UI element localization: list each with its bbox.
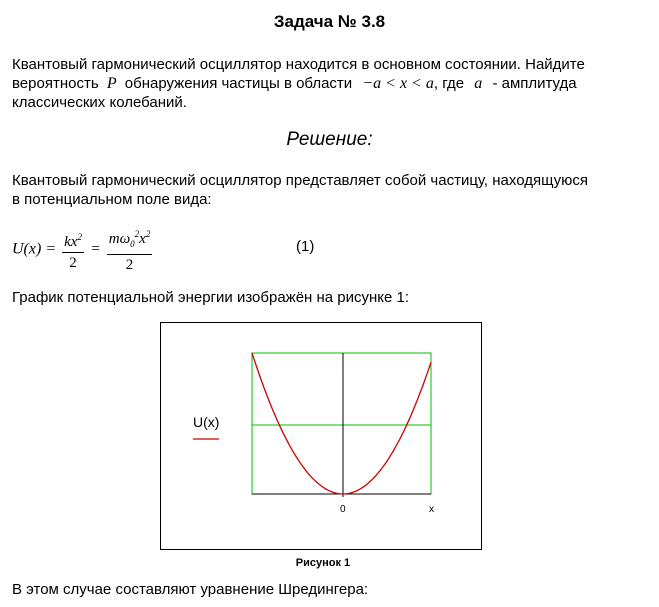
fraction-mw2x2	[107, 224, 153, 275]
formula-equals: =	[89, 240, 101, 258]
potential-formula	[12, 224, 154, 275]
exponent: 2	[134, 229, 140, 239]
problem-line-1: Квантовый гармонический осциллятор находится в основном состоянии. Найдите	[12, 56, 585, 73]
exponent: 2	[145, 229, 151, 239]
x-tick-zero: 0	[340, 504, 346, 515]
closing-text: В этом случае составляют уравнение Шредингера:	[12, 581, 369, 598]
potential-energy-figure	[160, 322, 482, 550]
problem-text: обнаружения частицы в области	[124, 75, 353, 92]
exponent: 2	[77, 231, 82, 242]
fraction-denominator: 2	[69, 254, 77, 271]
fraction-denominator: 2	[125, 257, 134, 273]
problem-text: - амплитуда	[492, 75, 577, 92]
fraction-numerator-x: x	[139, 231, 146, 247]
solution-heading: Решение:	[286, 129, 373, 150]
problem-title: Задача № 3.8	[273, 12, 386, 31]
variable-a: a	[474, 75, 483, 92]
potential-curve	[252, 353, 431, 494]
problem-line-2	[12, 74, 577, 93]
problem-line-3: классических колебаний.	[12, 94, 187, 111]
problem-text: вероятность	[12, 75, 99, 92]
equation-number: (1)	[296, 238, 315, 255]
figure-caption: Рисунок 1	[295, 557, 351, 569]
fraction-kx2	[62, 227, 84, 273]
subscript: 0	[130, 239, 135, 249]
fraction-numerator: mω	[108, 231, 131, 247]
problem-text: , где	[433, 75, 465, 92]
potential-plot	[161, 323, 481, 549]
region-expression: −a < x < a	[362, 75, 434, 92]
formula-lhs: U(x) =	[12, 240, 57, 258]
fraction-numerator: kx	[64, 233, 78, 250]
graph-intro: График потенциальной энергии изображён на рисунке 1:	[12, 289, 410, 306]
y-axis-label: U(x)	[193, 414, 220, 430]
intro-line-1: Квантовый гармонический осциллятор представляет собой частицу, находящуюся	[12, 172, 588, 189]
x-axis-label: x	[429, 504, 434, 515]
intro-line-2: в потенциальном поле вида:	[12, 191, 212, 208]
variable-p: P	[106, 75, 117, 92]
